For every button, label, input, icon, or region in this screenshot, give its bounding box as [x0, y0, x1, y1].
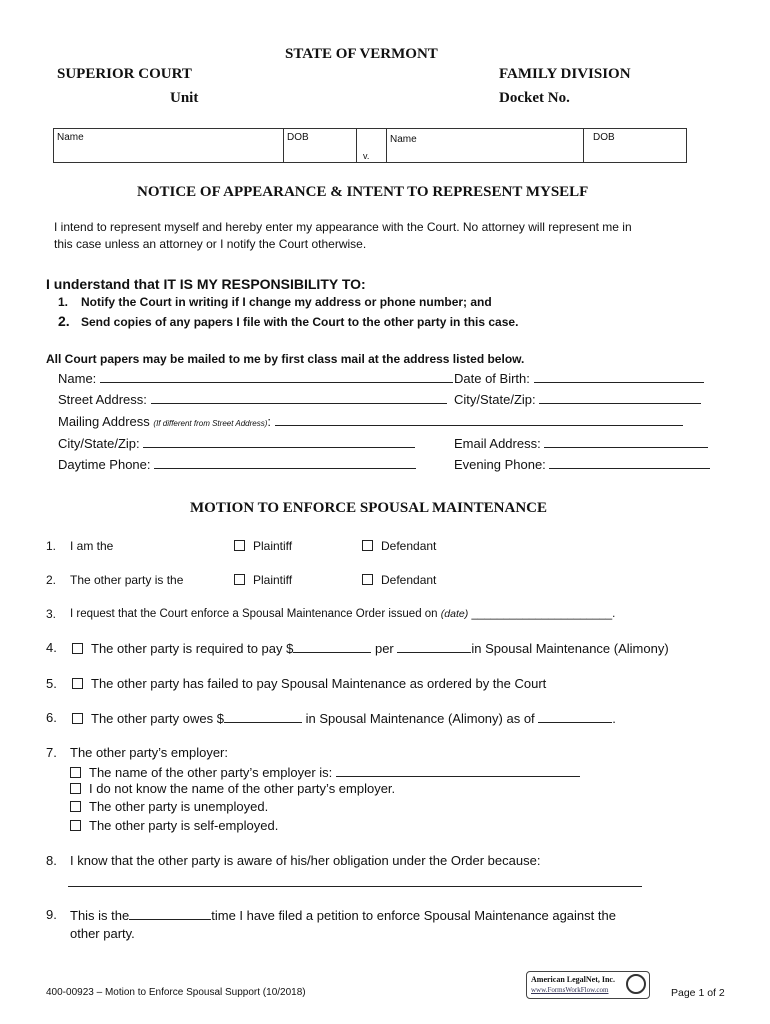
- dob-field-row: [454, 370, 704, 386]
- q1-plaintiff-option[interactable]: [234, 539, 292, 553]
- q6-text-b: in Spousal Maintenance (Alimony) as of: [305, 711, 535, 726]
- email-label: Email Address:: [454, 436, 541, 451]
- docket-label: Docket No.: [499, 90, 570, 106]
- notice-text-line1: I intend to represent myself and hereby enter my appearance with the Court. No attorney will represent me in: [54, 220, 632, 234]
- q4-text-b: per: [374, 641, 394, 656]
- q7-option2-label: I do not know the name of the other party’s employer.: [89, 781, 396, 796]
- email-input[interactable]: [544, 435, 708, 448]
- q6-row: [72, 710, 616, 726]
- q2-defendant-label: Defendant: [381, 573, 437, 587]
- notice-text-line2: this case unless an attorney or I notify the Court otherwise.: [54, 237, 367, 251]
- city-state-zip-field-row: [454, 391, 701, 407]
- q3-num: 3.: [46, 607, 57, 621]
- unit-label: Unit: [170, 90, 199, 106]
- versus-label: v.: [363, 151, 370, 161]
- mailing-input[interactable]: [275, 413, 683, 426]
- checkbox-icon[interactable]: [72, 713, 83, 724]
- form-id: 400-00923 – Motion to Enforce Spousal Support (10/2018): [46, 987, 306, 998]
- q6-date-input[interactable]: [538, 710, 612, 723]
- name-field-row: [58, 370, 453, 386]
- q2-defendant-option[interactable]: [362, 573, 436, 587]
- city-state-zip-label: City/State/Zip:: [454, 392, 536, 407]
- party2-dob-label: DOB: [593, 132, 615, 143]
- name-label: Name:: [58, 371, 97, 386]
- evening-phone-label: Evening Phone:: [454, 457, 546, 472]
- q3-date-input[interactable]: ______________________.: [471, 608, 616, 620]
- party2-dob-field[interactable]: [584, 129, 686, 162]
- q2-num: 2.: [46, 573, 57, 587]
- q2-text: The other party is the: [70, 573, 184, 587]
- mailing-heading: All Court papers may be mailed to me by first class mail at the address listed below.: [46, 352, 525, 366]
- city-state-zip-input[interactable]: [539, 391, 701, 404]
- q1-defendant-label: Defendant: [381, 539, 437, 553]
- party1-dob-field[interactable]: [284, 129, 357, 162]
- checkbox-icon[interactable]: [70, 820, 81, 831]
- q1-text: I am the: [70, 539, 114, 553]
- party1-name-label: Name: [57, 132, 84, 143]
- q6-num: 6.: [46, 710, 57, 725]
- q3-row: [70, 608, 615, 620]
- city-state-zip2-input[interactable]: [143, 435, 415, 448]
- q6-amount-input[interactable]: [224, 710, 302, 723]
- q8-text: I know that the other party is aware of his/her obligation under the Order because:: [70, 853, 541, 868]
- versus-cell: [357, 129, 387, 162]
- q9-text-a: This is the: [70, 908, 130, 923]
- street-input[interactable]: [151, 391, 447, 404]
- name-input[interactable]: [100, 370, 453, 383]
- employer-name-input[interactable]: [336, 764, 580, 777]
- mailing-note: (If different from Street Address): [153, 419, 268, 428]
- q2-plaintiff-option[interactable]: [234, 573, 292, 587]
- responsibility-1: Notify the Court in writing if I change my address or phone number; and: [81, 295, 492, 309]
- checkbox-icon[interactable]: [234, 540, 245, 551]
- q7-text: The other party’s employer:: [70, 745, 228, 760]
- q4-text-a: The other party is required to pay $: [91, 641, 294, 656]
- party2-name-label: Name: [390, 134, 417, 145]
- email-field-row: [454, 435, 708, 451]
- daytime-phone-field-row: [58, 456, 416, 472]
- mailing-field-row: [58, 413, 683, 429]
- daytime-phone-label: Daytime Phone:: [58, 457, 151, 472]
- party2-name-field[interactable]: [387, 129, 584, 162]
- q6-text-a: The other party owes $: [91, 711, 224, 726]
- q6-text-c: .: [612, 711, 616, 726]
- checkbox-icon[interactable]: [72, 678, 83, 689]
- dob-input[interactable]: [534, 370, 704, 383]
- daytime-phone-input[interactable]: [154, 456, 416, 469]
- checkbox-icon[interactable]: [70, 783, 81, 794]
- q1-num: 1.: [46, 539, 57, 553]
- party1-dob-label: DOB: [287, 132, 309, 143]
- q9-num: 9.: [46, 907, 57, 922]
- q9-count-input[interactable]: [129, 907, 211, 920]
- notice-title: NOTICE OF APPEARANCE & INTENT TO REPRESENT MYSELF: [137, 184, 589, 200]
- city-state-zip2-field-row: [58, 435, 415, 451]
- responsibility-2: Send copies of any papers I file with the Court to the other party in this case.: [81, 315, 519, 329]
- q7-option-unemployed[interactable]: [70, 799, 268, 814]
- q7-option-employer-name: [70, 764, 580, 780]
- q1-plaintiff-label: Plaintiff: [253, 539, 293, 553]
- q7-option4-label: The other party is self-employed.: [89, 818, 279, 833]
- q9-text-b: time I have filed a petition to enforce Spousal Maintenance against the: [211, 908, 616, 923]
- q4-text-c: in Spousal Maintenance (Alimony): [471, 641, 669, 656]
- logo-line1: American LegalNet, Inc.: [531, 975, 615, 984]
- q3-text: I request that the Court enforce a Spousal Maintenance Order issued on: [70, 608, 438, 620]
- q1-defendant-option[interactable]: [362, 539, 436, 553]
- q7-option-self-employed[interactable]: [70, 818, 278, 833]
- page-number: Page 1 of 2: [671, 987, 725, 999]
- q4-amount-input[interactable]: [293, 640, 371, 653]
- mailing-colon: :: [267, 414, 271, 429]
- q5-row: [72, 676, 546, 691]
- q5-text: The other party has failed to pay Spousal Maintenance as ordered by the Court: [91, 676, 547, 691]
- globe-icon: [626, 974, 646, 994]
- motion-title: MOTION TO ENFORCE SPOUSAL MAINTENANCE: [190, 500, 547, 516]
- party-caption-table: [53, 128, 687, 163]
- street-field-row: [58, 391, 447, 407]
- evening-phone-field-row: [454, 456, 710, 472]
- q7-option3-label: The other party is unemployed.: [89, 799, 269, 814]
- q7-option-unknown[interactable]: [70, 781, 395, 796]
- q4-period-input[interactable]: [397, 640, 471, 653]
- checkbox-icon[interactable]: [70, 801, 81, 812]
- q4-num: 4.: [46, 640, 57, 655]
- evening-phone-input[interactable]: [549, 456, 710, 469]
- q4-row: [72, 640, 669, 656]
- state-title: STATE OF VERMONT: [285, 46, 438, 62]
- logo-link[interactable]: www.FormsWorkFlow.com: [531, 986, 609, 994]
- q2-plaintiff-label: Plaintiff: [253, 573, 293, 587]
- q7-option1-label: The name of the other party’s employer is:: [89, 765, 333, 780]
- party1-name-field[interactable]: [54, 129, 284, 162]
- mailing-label: Mailing Address: [58, 414, 150, 429]
- dob-label: Date of Birth:: [454, 371, 530, 386]
- responsibility-2-num: 2.: [58, 313, 70, 329]
- checkbox-icon[interactable]: [362, 574, 373, 585]
- q8-num: 8.: [46, 853, 57, 868]
- city-state-zip2-label: City/State/Zip:: [58, 436, 140, 451]
- division-name: FAMILY DIVISION: [499, 66, 631, 82]
- checkbox-icon[interactable]: [234, 574, 245, 585]
- checkbox-icon[interactable]: [70, 767, 81, 778]
- q5-num: 5.: [46, 676, 57, 691]
- checkbox-icon[interactable]: [72, 643, 83, 654]
- company-logo: [526, 971, 650, 999]
- q9-text-c: other party.: [70, 926, 135, 941]
- responsibility-1-num: 1.: [58, 295, 69, 309]
- q9-row: [70, 907, 616, 923]
- q3-date-label: (date): [440, 608, 469, 620]
- q7-num: 7.: [46, 745, 57, 760]
- q8-reason-input[interactable]: [68, 886, 642, 887]
- checkbox-icon[interactable]: [362, 540, 373, 551]
- street-label: Street Address:: [58, 392, 147, 407]
- court-name: SUPERIOR COURT: [57, 66, 192, 82]
- responsibility-heading: I understand that IT IS MY RESPONSIBILITY TO:: [46, 276, 366, 292]
